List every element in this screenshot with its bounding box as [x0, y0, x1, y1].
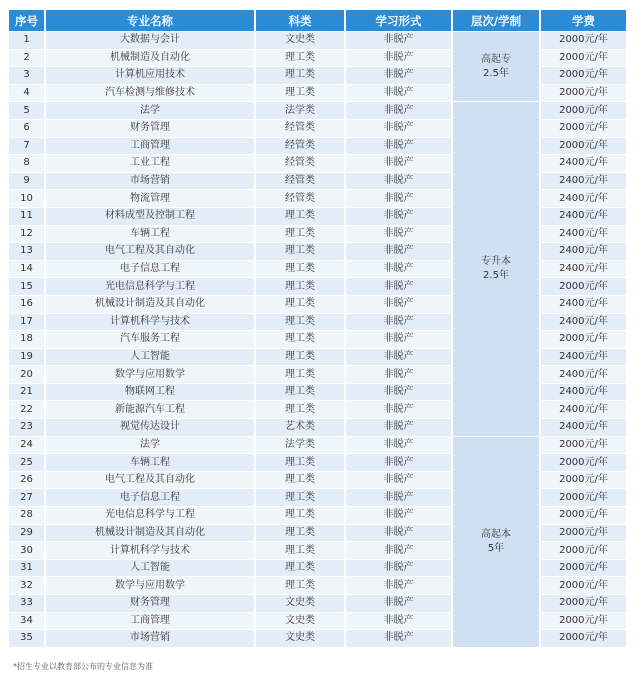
cell-fee: 2400元/年 — [541, 225, 626, 243]
cell-study-mode: 非脱产 — [346, 207, 453, 225]
cell-major: 财务管理 — [46, 119, 256, 137]
cell-major: 财务管理 — [46, 594, 256, 612]
cell-fee: 2000元/年 — [541, 576, 626, 594]
cell-study-mode: 非脱产 — [346, 313, 453, 331]
cell-index: 35 — [9, 629, 46, 647]
cell-study-mode: 非脱产 — [346, 594, 453, 612]
cell-study-mode: 非脱产 — [346, 260, 453, 278]
cell-study-mode: 非脱产 — [346, 365, 453, 383]
table-body — [9, 31, 626, 647]
cell-fee: 2000元/年 — [541, 524, 626, 542]
header-study-mode: 学习形式 — [346, 10, 453, 31]
cell-category: 理工类 — [256, 488, 346, 506]
cell-category: 理工类 — [256, 207, 346, 225]
cell-category: 文史类 — [256, 629, 346, 647]
cell-index: 6 — [9, 119, 46, 137]
cell-index: 8 — [9, 154, 46, 172]
cell-category: 理工类 — [256, 295, 346, 313]
footnote: *招生专业以教育部公布的专业信息为准 — [13, 662, 153, 671]
cell-category: 理工类 — [256, 400, 346, 418]
cell-index: 14 — [9, 260, 46, 278]
cell-study-mode: 非脱产 — [346, 295, 453, 313]
header-fee: 学费 — [541, 10, 626, 31]
header-index: 序号 — [9, 10, 46, 31]
cell-major: 光电信息科学与工程 — [46, 277, 256, 295]
cell-fee: 2000元/年 — [541, 277, 626, 295]
cell-study-mode: 非脱产 — [346, 488, 453, 506]
cell-major: 人工智能 — [46, 559, 256, 577]
cell-category: 理工类 — [256, 84, 346, 102]
table-row — [9, 31, 626, 49]
cell-fee: 2400元/年 — [541, 313, 626, 331]
cell-index: 22 — [9, 400, 46, 418]
table-row — [9, 101, 626, 119]
cell-study-mode: 非脱产 — [346, 225, 453, 243]
cell-index: 24 — [9, 436, 46, 454]
cell-fee: 2400元/年 — [541, 365, 626, 383]
cell-fee: 2000元/年 — [541, 101, 626, 119]
cell-major: 人工智能 — [46, 348, 256, 366]
cell-major: 法学 — [46, 436, 256, 454]
cell-major: 物流管理 — [46, 189, 256, 207]
cell-study-mode: 非脱产 — [346, 154, 453, 172]
programs-table — [9, 10, 626, 647]
cell-category: 理工类 — [256, 313, 346, 331]
cell-major: 物联网工程 — [46, 383, 256, 401]
cell-index: 3 — [9, 66, 46, 84]
cell-major: 车辆工程 — [46, 225, 256, 243]
cell-major: 机械设计制造及其自动化 — [46, 295, 256, 313]
cell-index: 33 — [9, 594, 46, 612]
cell-study-mode: 非脱产 — [346, 119, 453, 137]
cell-major: 电气工程及其自动化 — [46, 471, 256, 489]
cell-fee: 2000元/年 — [541, 506, 626, 524]
cell-fee: 2000元/年 — [541, 66, 626, 84]
cell-study-mode: 非脱产 — [346, 330, 453, 348]
cell-fee: 2000元/年 — [541, 453, 626, 471]
cell-category: 经管类 — [256, 189, 346, 207]
cell-fee: 2400元/年 — [541, 207, 626, 225]
cell-index: 17 — [9, 313, 46, 331]
cell-study-mode: 非脱产 — [346, 506, 453, 524]
cell-category: 法学类 — [256, 101, 346, 119]
cell-index: 34 — [9, 612, 46, 630]
cell-study-mode: 非脱产 — [346, 277, 453, 295]
cell-index: 1 — [9, 31, 46, 49]
cell-study-mode: 非脱产 — [346, 66, 453, 84]
cell-study-mode: 非脱产 — [346, 559, 453, 577]
cell-category: 理工类 — [256, 576, 346, 594]
cell-fee: 2000元/年 — [541, 594, 626, 612]
cell-fee: 2400元/年 — [541, 154, 626, 172]
cell-fee: 2000元/年 — [541, 137, 626, 155]
cell-fee: 2000元/年 — [541, 49, 626, 67]
cell-category: 理工类 — [256, 506, 346, 524]
cell-category: 经管类 — [256, 119, 346, 137]
cell-fee: 2000元/年 — [541, 541, 626, 559]
cell-major: 工业工程 — [46, 154, 256, 172]
cell-category: 文史类 — [256, 612, 346, 630]
cell-fee: 2400元/年 — [541, 189, 626, 207]
cell-study-mode: 非脱产 — [346, 242, 453, 260]
cell-study-mode: 非脱产 — [346, 383, 453, 401]
cell-category: 理工类 — [256, 225, 346, 243]
cell-study-mode: 非脱产 — [346, 49, 453, 67]
cell-index: 7 — [9, 137, 46, 155]
cell-study-mode: 非脱产 — [346, 189, 453, 207]
cell-category: 法学类 — [256, 436, 346, 454]
level-years: 2.5年 — [483, 270, 509, 282]
cell-category: 理工类 — [256, 541, 346, 559]
level-name: 高起本 — [481, 528, 511, 540]
cell-index: 26 — [9, 471, 46, 489]
cell-study-mode: 非脱产 — [346, 612, 453, 630]
cell-major: 电子信息工程 — [46, 260, 256, 278]
cell-major: 数学与应用数学 — [46, 576, 256, 594]
cell-index: 13 — [9, 242, 46, 260]
cell-study-mode: 非脱产 — [346, 541, 453, 559]
programs-table-container — [9, 10, 626, 647]
cell-major: 汽车检测与维修技术 — [46, 84, 256, 102]
cell-major: 电气工程及其自动化 — [46, 242, 256, 260]
cell-fee: 2400元/年 — [541, 400, 626, 418]
cell-major: 车辆工程 — [46, 453, 256, 471]
cell-major: 工商管理 — [46, 612, 256, 630]
cell-index: 11 — [9, 207, 46, 225]
cell-category: 文史类 — [256, 594, 346, 612]
cell-fee: 2000元/年 — [541, 488, 626, 506]
cell-category: 理工类 — [256, 524, 346, 542]
cell-category: 理工类 — [256, 453, 346, 471]
cell-category: 文史类 — [256, 31, 346, 49]
cell-category: 理工类 — [256, 348, 346, 366]
cell-major: 数学与应用数学 — [46, 365, 256, 383]
cell-major: 新能源汽车工程 — [46, 400, 256, 418]
cell-category: 理工类 — [256, 242, 346, 260]
cell-fee: 2000元/年 — [541, 559, 626, 577]
cell-major: 市场营销 — [46, 629, 256, 647]
cell-category: 理工类 — [256, 330, 346, 348]
cell-major: 计算机科学与技术 — [46, 313, 256, 331]
cell-fee: 2000元/年 — [541, 471, 626, 489]
cell-study-mode: 非脱产 — [346, 524, 453, 542]
cell-study-mode: 非脱产 — [346, 471, 453, 489]
cell-index: 32 — [9, 576, 46, 594]
cell-major: 计算机科学与技术 — [46, 541, 256, 559]
cell-study-mode: 非脱产 — [346, 418, 453, 436]
header-category: 科类 — [256, 10, 346, 31]
cell-category: 理工类 — [256, 66, 346, 84]
cell-fee: 2400元/年 — [541, 348, 626, 366]
level-years: 2.5年 — [483, 67, 509, 79]
cell-index: 21 — [9, 383, 46, 401]
cell-fee: 2000元/年 — [541, 330, 626, 348]
cell-major: 工商管理 — [46, 137, 256, 155]
cell-index: 25 — [9, 453, 46, 471]
cell-index: 2 — [9, 49, 46, 67]
cell-index: 31 — [9, 559, 46, 577]
table-header-row — [9, 10, 626, 31]
cell-fee: 2400元/年 — [541, 383, 626, 401]
cell-category: 经管类 — [256, 137, 346, 155]
cell-fee: 2000元/年 — [541, 84, 626, 102]
cell-study-mode: 非脱产 — [346, 400, 453, 418]
cell-study-mode: 非脱产 — [346, 101, 453, 119]
cell-index: 10 — [9, 189, 46, 207]
cell-major: 机械制造及自动化 — [46, 49, 256, 67]
cell-index: 5 — [9, 101, 46, 119]
cell-fee: 2000元/年 — [541, 119, 626, 137]
cell-category: 理工类 — [256, 49, 346, 67]
cell-category: 理工类 — [256, 277, 346, 295]
cell-category: 艺术类 — [256, 418, 346, 436]
cell-index: 19 — [9, 348, 46, 366]
cell-major: 光电信息科学与工程 — [46, 506, 256, 524]
table-row — [9, 436, 626, 454]
cell-major: 电子信息工程 — [46, 488, 256, 506]
cell-index: 29 — [9, 524, 46, 542]
cell-index: 20 — [9, 365, 46, 383]
cell-study-mode: 非脱产 — [346, 84, 453, 102]
cell-index: 16 — [9, 295, 46, 313]
cell-index: 23 — [9, 418, 46, 436]
cell-level — [453, 31, 541, 101]
cell-study-mode: 非脱产 — [346, 453, 453, 471]
cell-study-mode: 非脱产 — [346, 348, 453, 366]
cell-study-mode: 非脱产 — [346, 31, 453, 49]
cell-major: 机械设计制造及其自动化 — [46, 524, 256, 542]
cell-major: 市场营销 — [46, 172, 256, 190]
cell-study-mode: 非脱产 — [346, 629, 453, 647]
cell-index: 18 — [9, 330, 46, 348]
cell-fee: 2000元/年 — [541, 436, 626, 454]
header-level: 层次/学制 — [453, 10, 541, 31]
cell-level — [453, 436, 541, 647]
cell-fee: 2000元/年 — [541, 31, 626, 49]
cell-category: 理工类 — [256, 471, 346, 489]
cell-major: 视觉传达设计 — [46, 418, 256, 436]
cell-index: 30 — [9, 541, 46, 559]
cell-study-mode: 非脱产 — [346, 137, 453, 155]
cell-fee: 2400元/年 — [541, 242, 626, 260]
cell-fee: 2400元/年 — [541, 418, 626, 436]
cell-category: 理工类 — [256, 559, 346, 577]
cell-index: 15 — [9, 277, 46, 295]
cell-study-mode: 非脱产 — [346, 436, 453, 454]
cell-study-mode: 非脱产 — [346, 576, 453, 594]
cell-fee: 2000元/年 — [541, 612, 626, 630]
cell-category: 经管类 — [256, 172, 346, 190]
cell-category: 理工类 — [256, 365, 346, 383]
cell-category: 理工类 — [256, 383, 346, 401]
cell-fee: 2400元/年 — [541, 260, 626, 278]
cell-fee: 2400元/年 — [541, 295, 626, 313]
cell-index: 12 — [9, 225, 46, 243]
cell-index: 27 — [9, 488, 46, 506]
cell-index: 4 — [9, 84, 46, 102]
cell-fee: 2000元/年 — [541, 629, 626, 647]
cell-major: 材料成型及控制工程 — [46, 207, 256, 225]
cell-fee: 2400元/年 — [541, 172, 626, 190]
cell-major: 计算机应用技术 — [46, 66, 256, 84]
cell-category: 经管类 — [256, 154, 346, 172]
cell-index: 9 — [9, 172, 46, 190]
cell-index: 28 — [9, 506, 46, 524]
level-name: 专升本 — [481, 256, 511, 268]
cell-major: 汽车服务工程 — [46, 330, 256, 348]
cell-level — [453, 101, 541, 435]
level-years: 5年 — [487, 542, 505, 554]
cell-category: 理工类 — [256, 260, 346, 278]
cell-study-mode: 非脱产 — [346, 172, 453, 190]
cell-major: 法学 — [46, 101, 256, 119]
level-name: 高起专 — [481, 53, 511, 65]
cell-major: 大数据与会计 — [46, 31, 256, 49]
header-major: 专业名称 — [46, 10, 256, 31]
